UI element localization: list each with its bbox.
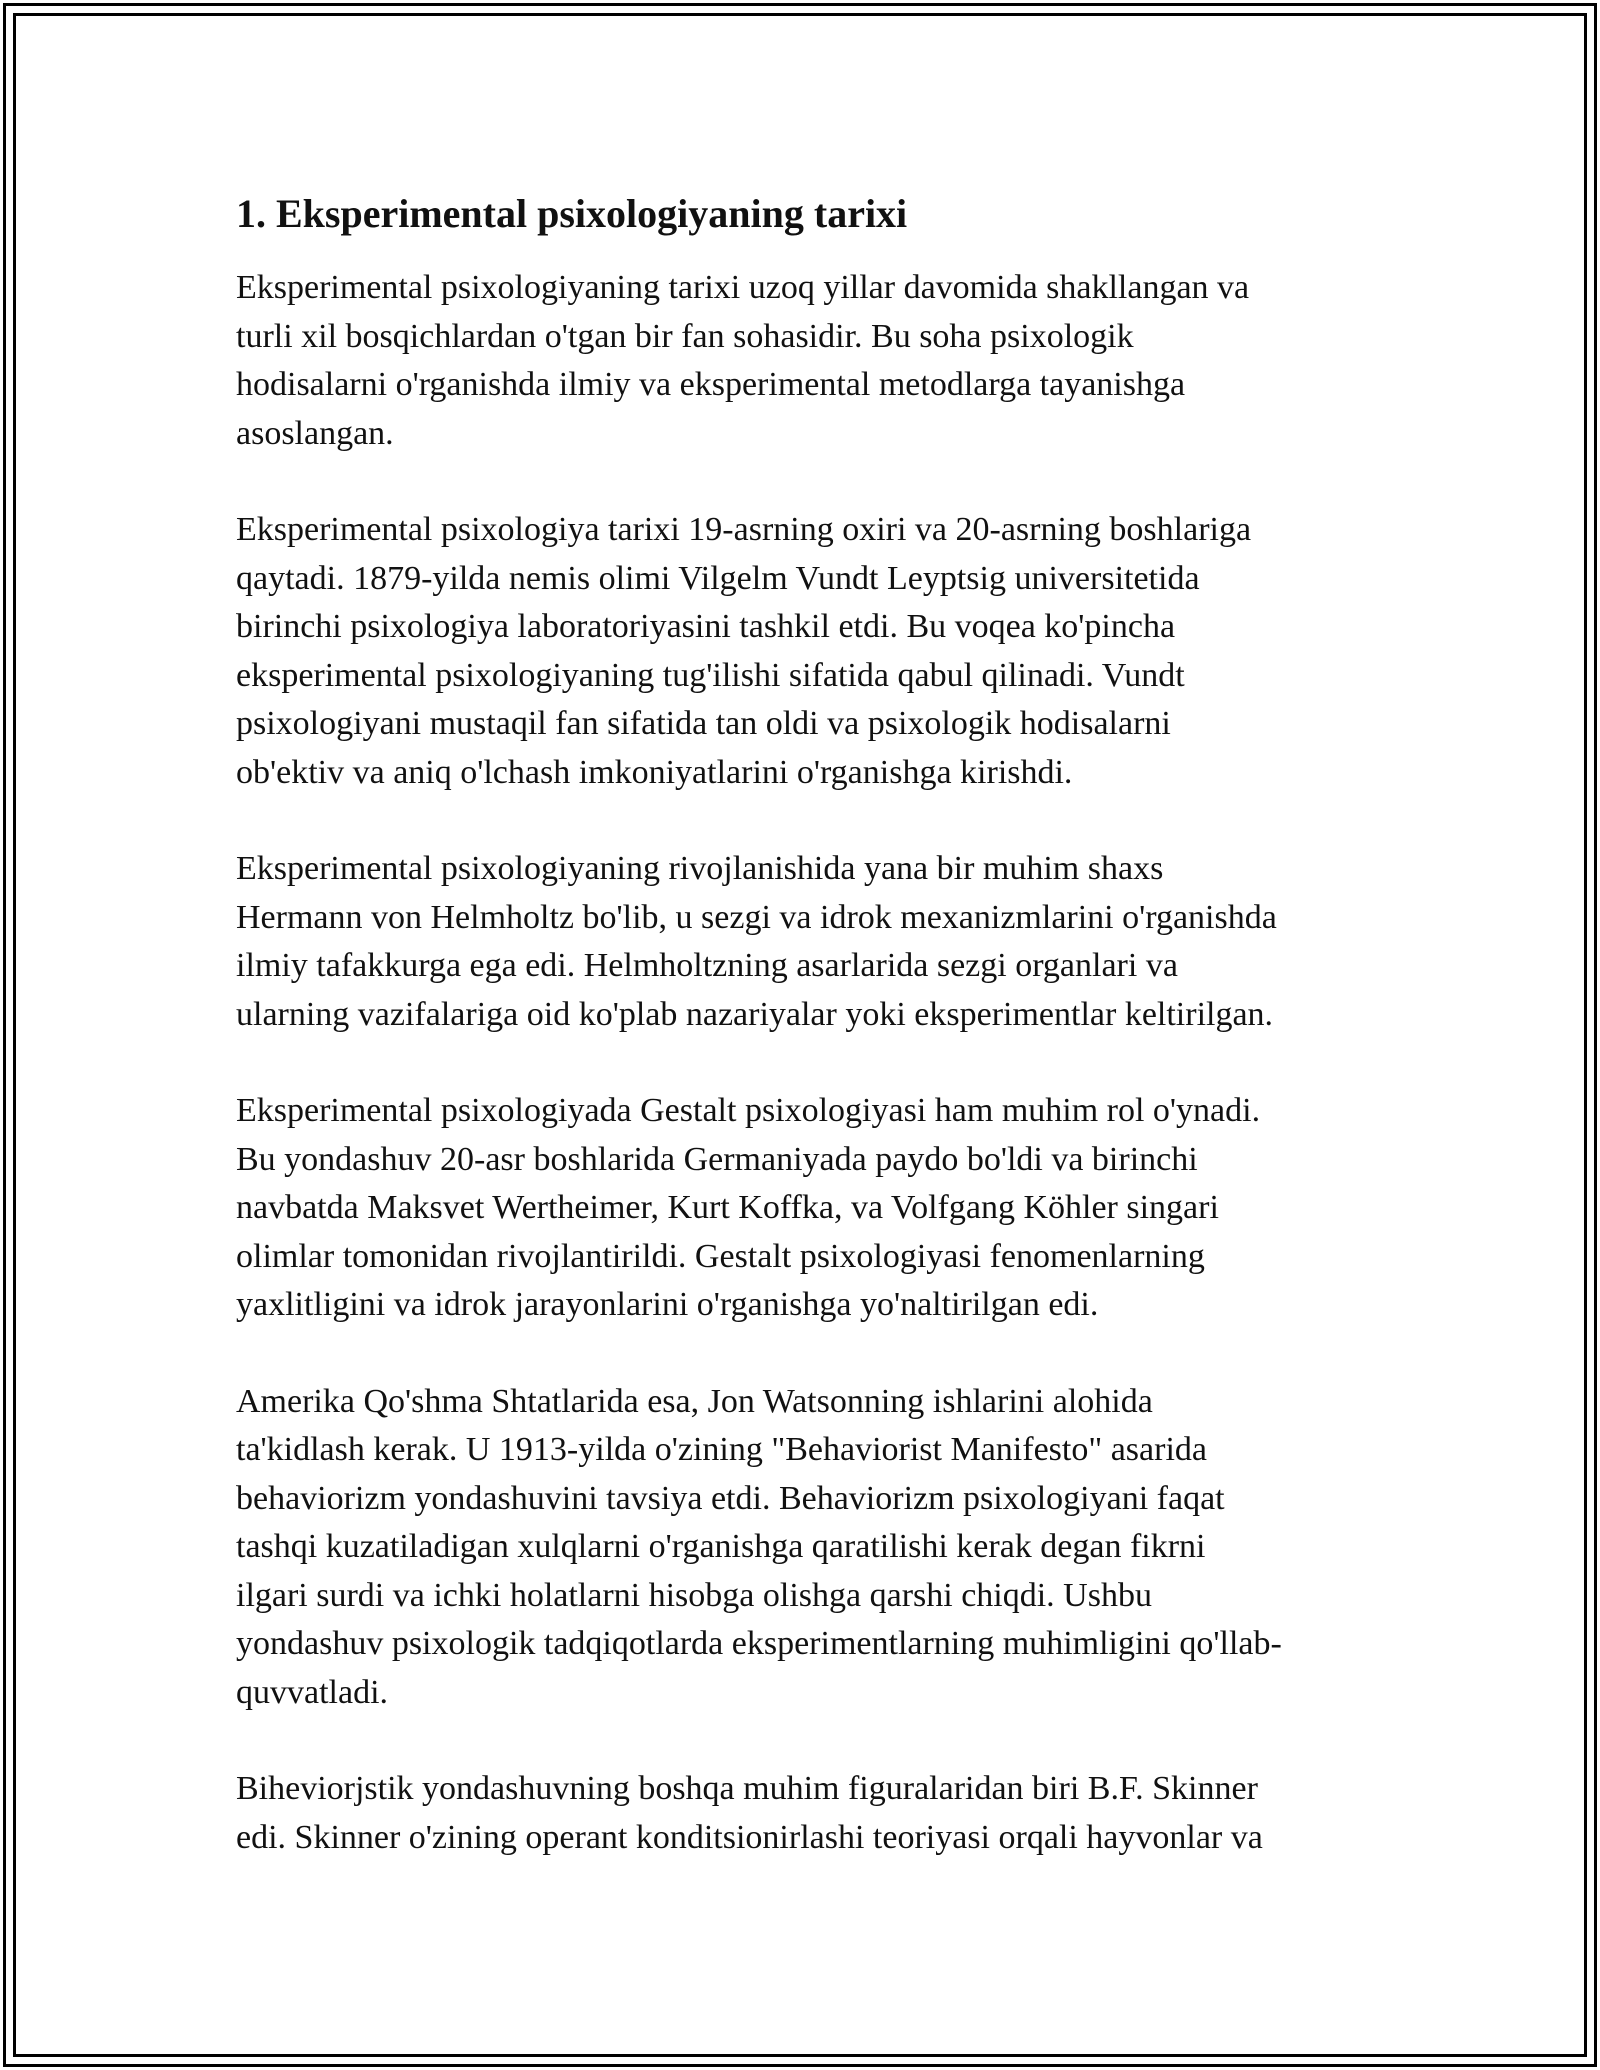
section-heading: 1. Eksperimental psixologiyaning tarixi	[236, 191, 908, 236]
document-body	[236, 184, 1386, 1910]
paragraph-2: Eksperimental psixologiya tarixi 19-asrning oxiri va 20-asrning boshlariga qaytadi. 1879-yilda nemis olimi Vilgelm Vundt Leyptsig universitetida birinchi psixologiya laboratoriyasini tashkil etdi. Bu voqea ko'pincha eksperimental psixologiyaning tug'ilishi sifatida qabul qilinadi. Vundt psixologiyani mustaqil fan sifatida tan oldi va psixologik hodisalarni ob'ektiv va aniq o'lchash imkoniyatlarini o'rganishga kirishdi.	[236, 511, 1252, 791]
paragraph-5: Amerika Qo'shma Shtatlarida esa, Jon Watsonning ishlarini alohida ta'kidlash kerak. U 1913-yilda o'zining "Behaviorist Manifesto" asarida behaviorizm yondashuvini tavsiya etdi. Behaviorizm psixologiyani faqat tashqi kuzatiladigan xulqlarni o'rganishga qaratilishi kerak degan fikrni ilgari surdi va ichki holatlarni hisobga olishga qarshi chiqdi. Ushbu yondashuv psixologik tadqiqotlarda eksperimentlarning muhimligini qo'llab- quvvatladi.	[236, 1382, 1282, 1711]
paragraph-3: Eksperimental psixologiyaning rivojlanishida yana bir muhim shaxs Hermann von Helmholtz bo'lib, u sezgi va idrok mexanizmlarini o'rganishda ilmiy tafakkurga ega edi. Helmholtzning asarlarida sezgi organlari va ularning vazifalariga oid ko'plab nazariyalar yoki eksperimentlar keltirilgan.	[236, 850, 1277, 1033]
paragraph-4: Eksperimental psixologiyada Gestalt psixologiyasi ham muhim rol o'ynadi. Bu yondashuv 20-asr boshlarida Germaniyada paydo bo'ldi va birinchi navbatda Maksvet Wertheimer, Kurt Koffka, va Volfgang Köhler singari olimlar tomonidan rivojlantirildi. Gestalt psixologiyasi fenomenlarning yaxlitligini va idrok jarayonlarini o'rganishga yo'naltirilgan edi.	[236, 1092, 1261, 1323]
paragraph-6: Biheviorjstik yondashuvning boshqa muhim figuralaridan biri B.F. Skinner edi. Skinner o'zining operant konditsionirlashi teoriyasi orqali hayvonlar va	[236, 1770, 1263, 1856]
paragraph-1: Eksperimental psixologiyaning tarixi uzoq yillar davomida shakllangan va turli xil bosqichlardan o'tgan bir fan sohasidir. Bu soha psixologik hodisalarni o'rganishda ilmiy va eksperimental metodlarga tayanishga asoslangan.	[236, 269, 1250, 452]
